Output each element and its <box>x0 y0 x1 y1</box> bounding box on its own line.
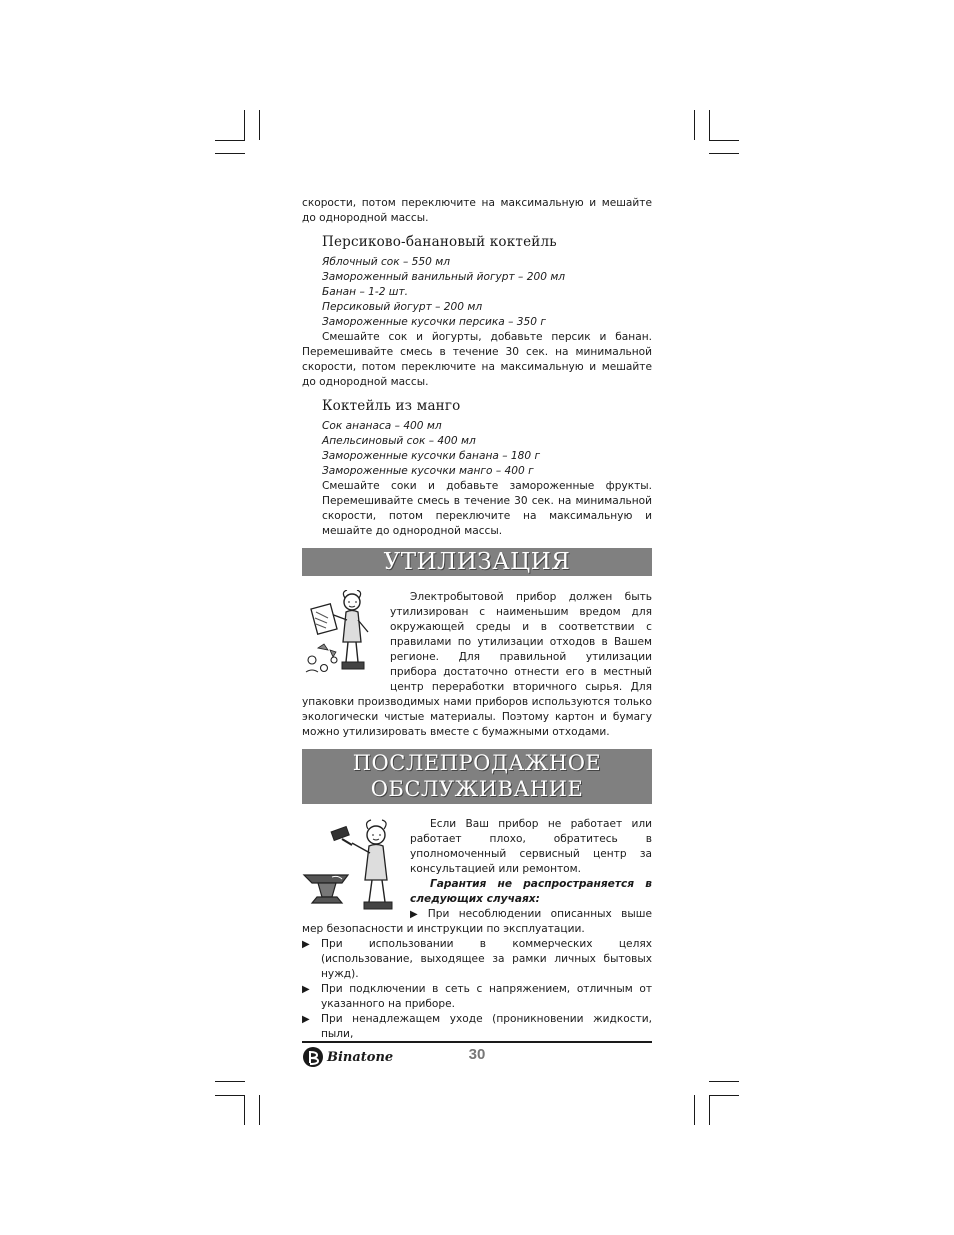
warranty-title: Гарантия не распространяется в следующих случаях: <box>410 878 652 905</box>
service-heading-line2: ОБСЛУЖИВАНИЕ <box>370 777 584 801</box>
recipe-title-peach: Персиково-банановый коктейль <box>322 234 557 250</box>
recipe-instructions-peach: Смешайте сок и йогурты, добавьте персик и банан. Перемешивайте смесь в течение 30 сек. на минимальной скорости, потом переключите на максимальную и мешайте до однородной массы. <box>302 331 652 388</box>
service-heading-line1: ПОСЛЕПРОДАЖНОЕ <box>352 751 602 775</box>
ingredient-item: Банан – 1-2 шт. <box>322 286 409 298</box>
binatone-logo-icon <box>302 1046 324 1068</box>
bullet-text: При использовании в коммерческих целях (использование, выходящее за рамки личных бытовых нужд). <box>321 938 652 980</box>
brand-name: Binatone <box>327 1049 394 1065</box>
continuation-text: скорости, потом переключите на максимальную и мешайте до однородной массы. <box>302 197 652 224</box>
crop-mark-bl-h1 <box>215 1081 245 1082</box>
footer-brand <box>302 1046 393 1068</box>
bullet-marker-icon: ▶ <box>410 909 424 920</box>
service-heading <box>302 749 652 804</box>
disposal-text: Электробытовой прибор должен быть утилизирован с наименьшим вредом для окружающей среды и в соответствии с правилами по утилизации отходов в Вашем регионе. Для правильной утилизации прибора достаточно отнести его в местный центр переработки вторичного сырья. Для упаковки производимых нами приборов используются только экологически чистые материалы. Поэтому картон и бумагу можно утилизировать вместе с бумажными отходами. <box>302 591 652 738</box>
crop-mark-tl-v2 <box>259 110 260 140</box>
crop-mark-bl-v1 <box>244 1095 245 1125</box>
crop-mark-tr-v2 <box>709 110 710 140</box>
bullet-item-1 <box>302 937 652 982</box>
service-intro: Если Ваш прибор не работает или работает плохо, обратитесь в уполномоченный сервисный центр за консультацией или ремонтом. <box>410 818 652 875</box>
ingredient-item: Апельсиновый сок – 400 мл <box>322 435 476 447</box>
crop-mark-bl-h2 <box>215 1095 245 1096</box>
ingredient-item: Сок ананаса – 400 мл <box>322 420 442 432</box>
crop-mark-br-h1 <box>709 1081 739 1082</box>
crop-mark-br-v1 <box>694 1095 695 1125</box>
crop-mark-tl-h2 <box>215 153 245 154</box>
disposal-heading-text: УТИЛИЗАЦИЯ <box>383 549 571 575</box>
bullet-marker-icon: ▶ <box>302 939 310 950</box>
repairman-anvil-illustration <box>302 817 406 919</box>
crop-mark-bl-v2 <box>259 1095 260 1125</box>
crop-mark-tr-h1 <box>709 140 739 141</box>
ingredient-item: Замороженные кусочки банана – 180 г <box>322 450 541 462</box>
crop-mark-tl-v1 <box>244 110 245 140</box>
crop-mark-tl-h1 <box>215 140 245 141</box>
bullet-marker-icon: ▶ <box>302 1014 310 1025</box>
crop-mark-tr-h2 <box>709 153 739 154</box>
ingredient-item: Яблочный сок – 550 мл <box>322 256 451 268</box>
bullet-text: При несоблюдении описанных выше мер безопасности и инструкции по эксплуатации. <box>302 908 652 935</box>
ingredient-item: Персиковый йогурт – 200 мл <box>322 301 483 313</box>
footer-rule <box>302 1041 652 1043</box>
disposal-heading <box>302 548 652 576</box>
ingredient-item: Замороженные кусочки персика – 350 г <box>322 316 546 328</box>
recycling-man-illustration <box>302 590 384 685</box>
recipes-section <box>302 196 652 539</box>
recipe-instructions-mango: Смешайте соки и добавьте замороженные фрукты. Перемешивайте смесь в течение 30 сек. на минимальной скорости, потом переключите на максимальную и мешайте до однородной массы. <box>322 480 652 537</box>
service-section <box>302 817 652 1042</box>
bullet-text: При подключении в сеть с напряжением, отличным от указанного на приборе. <box>321 983 652 1010</box>
ingredient-item: Замороженный ванильный йогурт – 200 мл <box>322 271 566 283</box>
bullet-text: При ненадлежащем уходе (проникновении жидкости, пыли, <box>321 1013 652 1040</box>
crop-mark-tr-v1 <box>694 110 695 140</box>
crop-mark-br-v2 <box>709 1095 710 1125</box>
recipe-title-mango: Коктейль из манго <box>322 398 461 414</box>
crop-mark-br-h2 <box>709 1095 739 1096</box>
bullet-item-2 <box>302 982 652 1012</box>
page-number: 30 <box>468 1046 486 1063</box>
disposal-section <box>302 590 652 740</box>
bullet-item-3 <box>302 1012 652 1042</box>
ingredient-item: Замороженные кусочки манго – 400 г <box>322 465 534 477</box>
bullet-marker-icon: ▶ <box>302 984 310 995</box>
